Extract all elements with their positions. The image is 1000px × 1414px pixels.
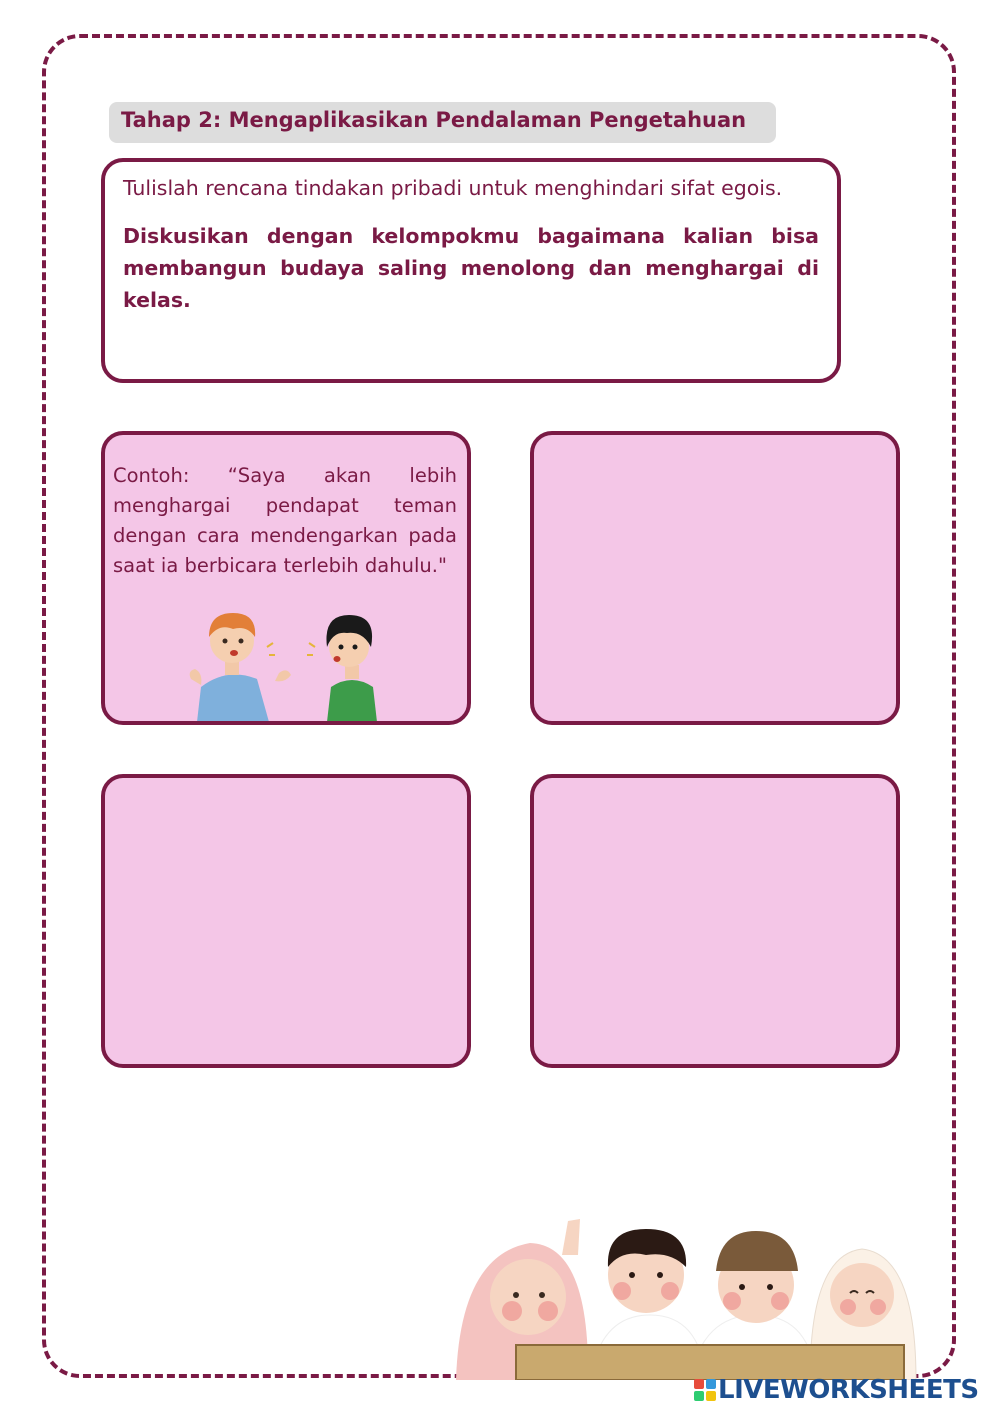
instruction-plain: Tulislah rencana tindakan pribadi untuk menghindari sifat egois. — [123, 176, 783, 200]
two-kids-talking-illustration — [187, 607, 387, 722]
liveworksheets-logo-icon — [694, 1379, 716, 1401]
example-text: Contoh: “Saya akan lebih menghargai pendapat teman dengan cara mendengarkan pada saat ia berbicara terlebih dahulu." — [113, 464, 457, 577]
instruction-box — [101, 158, 841, 383]
answer-box-3[interactable] — [530, 774, 900, 1068]
liveworksheets-logo — [694, 1376, 979, 1404]
answer-box-1[interactable] — [530, 431, 900, 725]
example-card — [101, 431, 471, 725]
stage-title: Tahap 2: Mengaplikasikan Pendalaman Pengetahuan — [109, 102, 776, 143]
answer-box-2[interactable] — [101, 774, 471, 1068]
group-of-kids-illustration — [450, 1215, 930, 1380]
instruction-bold: Diskusikan dengan kelompokmu bagaimana kalian bisa membangun budaya saling menolong dan menghargai di kelas. — [123, 224, 819, 312]
logo-text: LIVEWORKSHEETS — [718, 1375, 979, 1405]
